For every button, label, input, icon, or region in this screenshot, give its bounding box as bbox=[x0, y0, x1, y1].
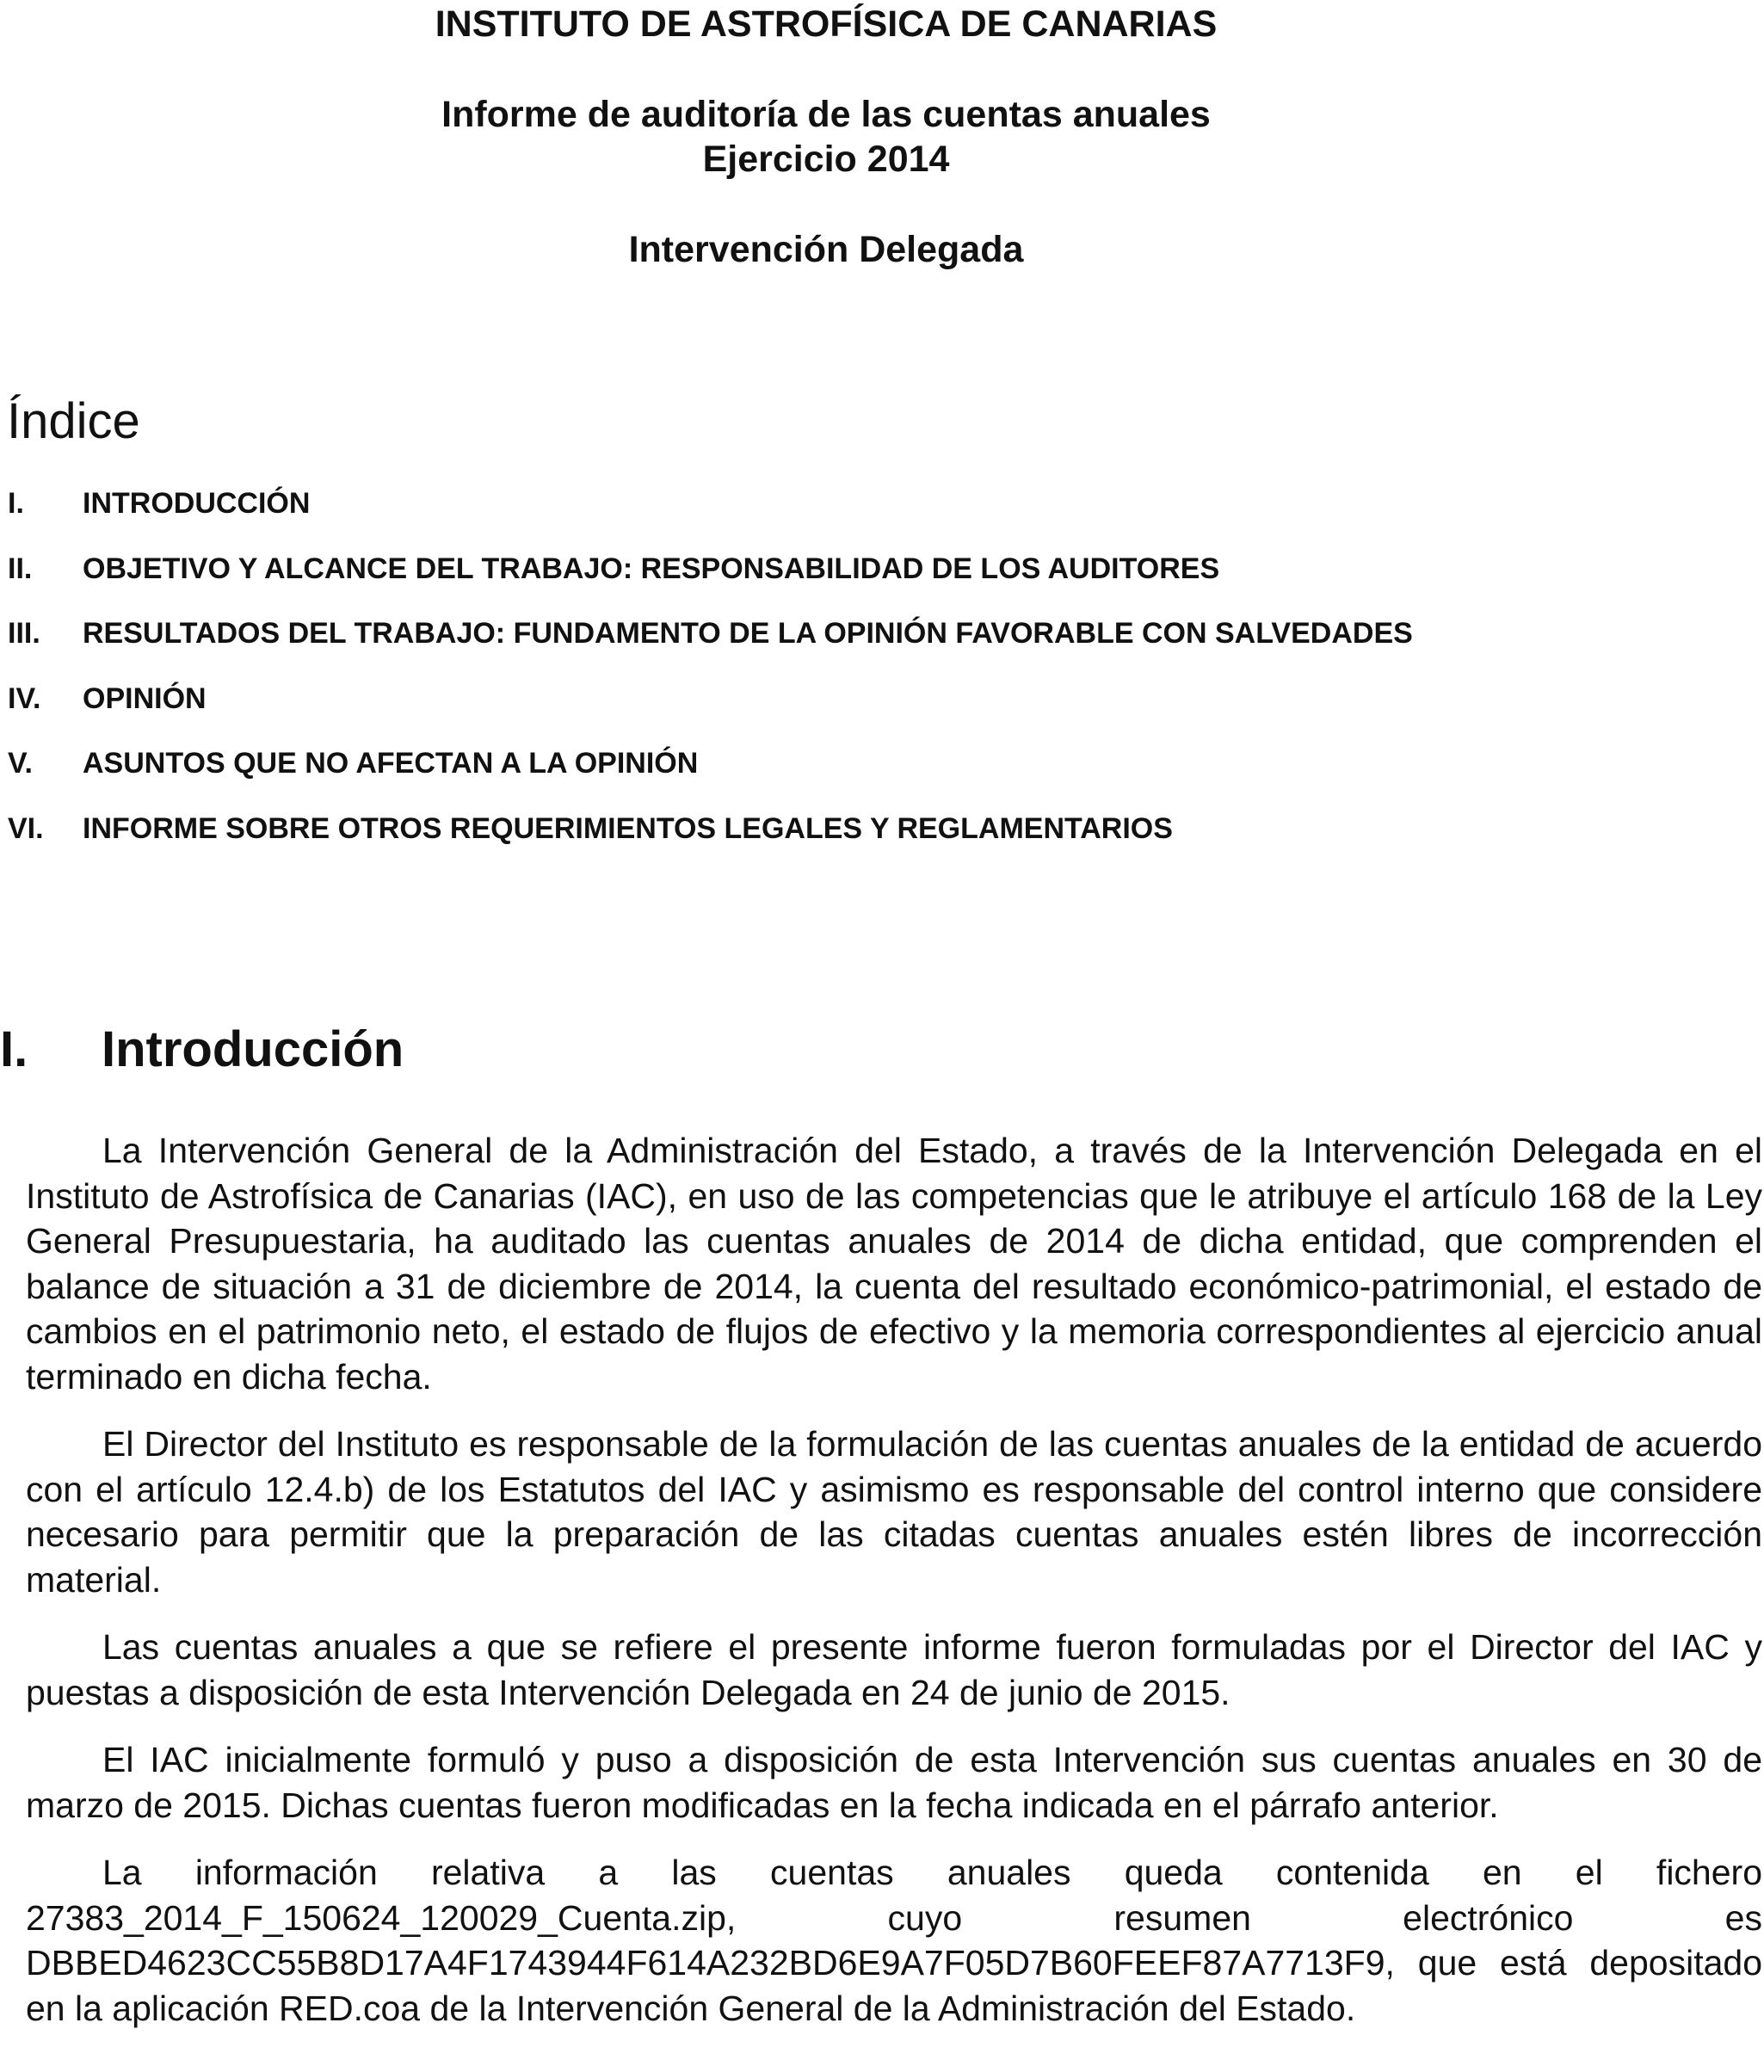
section-body bbox=[26, 1128, 1762, 2031]
body-paragraph: El IAC inicialmente formuló y puso a disposición de esta Intervención sus cuentas anuales en 30 de marzo de 2015. Dichas cuentas fueron modificadas en la fecha indicada en el párrafo anterior. bbox=[26, 1740, 1762, 1825]
body-paragraph: La Intervención General de la Administración del Estado, a través de la Intervención Delegada en el Instituto de Astrofísica de Canarias (IAC), en uso de las competencias que le atribuye el artículo 168 de la Ley General Presupuestaria, ha auditado las cuentas anuales de 2014 de dicha entidad, que comprenden el balance de situación a 31 de diciembre de 2014, la cuenta del resultado económico-patrimonial, el estado de cambios en el patrimonio neto, el estado de flujos de efectivo y la memoria correspondientes al ejercicio anual terminado en dicha fecha. bbox=[26, 1131, 1762, 1397]
fiscal-year: Ejercicio 2014 bbox=[702, 139, 950, 180]
index-title: Índice bbox=[7, 393, 140, 449]
toc-item-number: I. bbox=[8, 487, 24, 520]
toc-item-text: ASUNTOS QUE NO AFECTAN A LA OPINIÓN bbox=[83, 747, 699, 780]
section-title: Introducción bbox=[102, 1021, 404, 1077]
body-paragraph: La información relativa a las cuentas anuales queda contenida en el fichero 27383_2014_F_150624_120029_Cuenta.zip, cuyo resumen electrónico es DBBED4623CC55B8D17A4F1743944F614A232BD6E9A7F05D7B60FEEF87A7713F9, que está depositado en la aplicación RED.coa de la Intervención General de la Administración del Estado. bbox=[26, 1853, 1762, 2028]
toc-item-number: IV. bbox=[8, 681, 41, 715]
body-paragraph: Las cuentas anuales a que se refiere el presente informe fueron formuladas por el Director del IAC y puestas a disposición de esta Intervención Delegada en 24 de junio de 2015. bbox=[26, 1627, 1762, 1712]
toc-item-number: V. bbox=[8, 747, 34, 780]
toc-item-text: INFORME SOBRE OTROS REQUERIMIENTOS LEGALES Y REGLAMENTARIOS bbox=[83, 811, 1173, 845]
toc-item-text: INTRODUCCIÓN bbox=[83, 487, 311, 520]
toc-item bbox=[0, 807, 1721, 873]
toc-item bbox=[0, 612, 1721, 677]
toc-item bbox=[0, 677, 1721, 743]
body-paragraph: El Director del Instituto es responsable de la formulación de las cuentas anuales de la entidad de acuerdo con el artículo 12.4.b) de los Estatutos del IAC y asimismo es responsable del control interno que considere necesario para permitir que la preparación de las citadas cuentas anuales estén libres de incorrección material. bbox=[26, 1424, 1762, 1600]
toc-item-number: III. bbox=[8, 617, 40, 651]
toc-item-number: II. bbox=[8, 552, 33, 585]
table-of-contents bbox=[0, 482, 1721, 873]
department-title: Intervención Delegada bbox=[628, 229, 1024, 270]
toc-item bbox=[0, 742, 1721, 807]
toc-item-number: VI. bbox=[8, 811, 44, 845]
toc-item-text: OBJETIVO Y ALCANCE DEL TRABAJO: RESPONSABILIDAD DE LOS AUDITORES bbox=[83, 552, 1220, 585]
toc-item-text: OPINIÓN bbox=[83, 681, 207, 715]
section-number: I. bbox=[0, 1021, 28, 1077]
toc-item bbox=[0, 547, 1721, 613]
institution-title: INSTITUTO DE ASTROFÍSICA DE CANARIAS bbox=[435, 3, 1218, 45]
toc-item bbox=[0, 482, 1721, 547]
report-title: Informe de auditoría de las cuentas anuales bbox=[441, 94, 1211, 135]
toc-item-text: RESULTADOS DEL TRABAJO: FUNDAMENTO DE LA OPINIÓN FAVORABLE CON SALVEDADES bbox=[83, 617, 1413, 651]
